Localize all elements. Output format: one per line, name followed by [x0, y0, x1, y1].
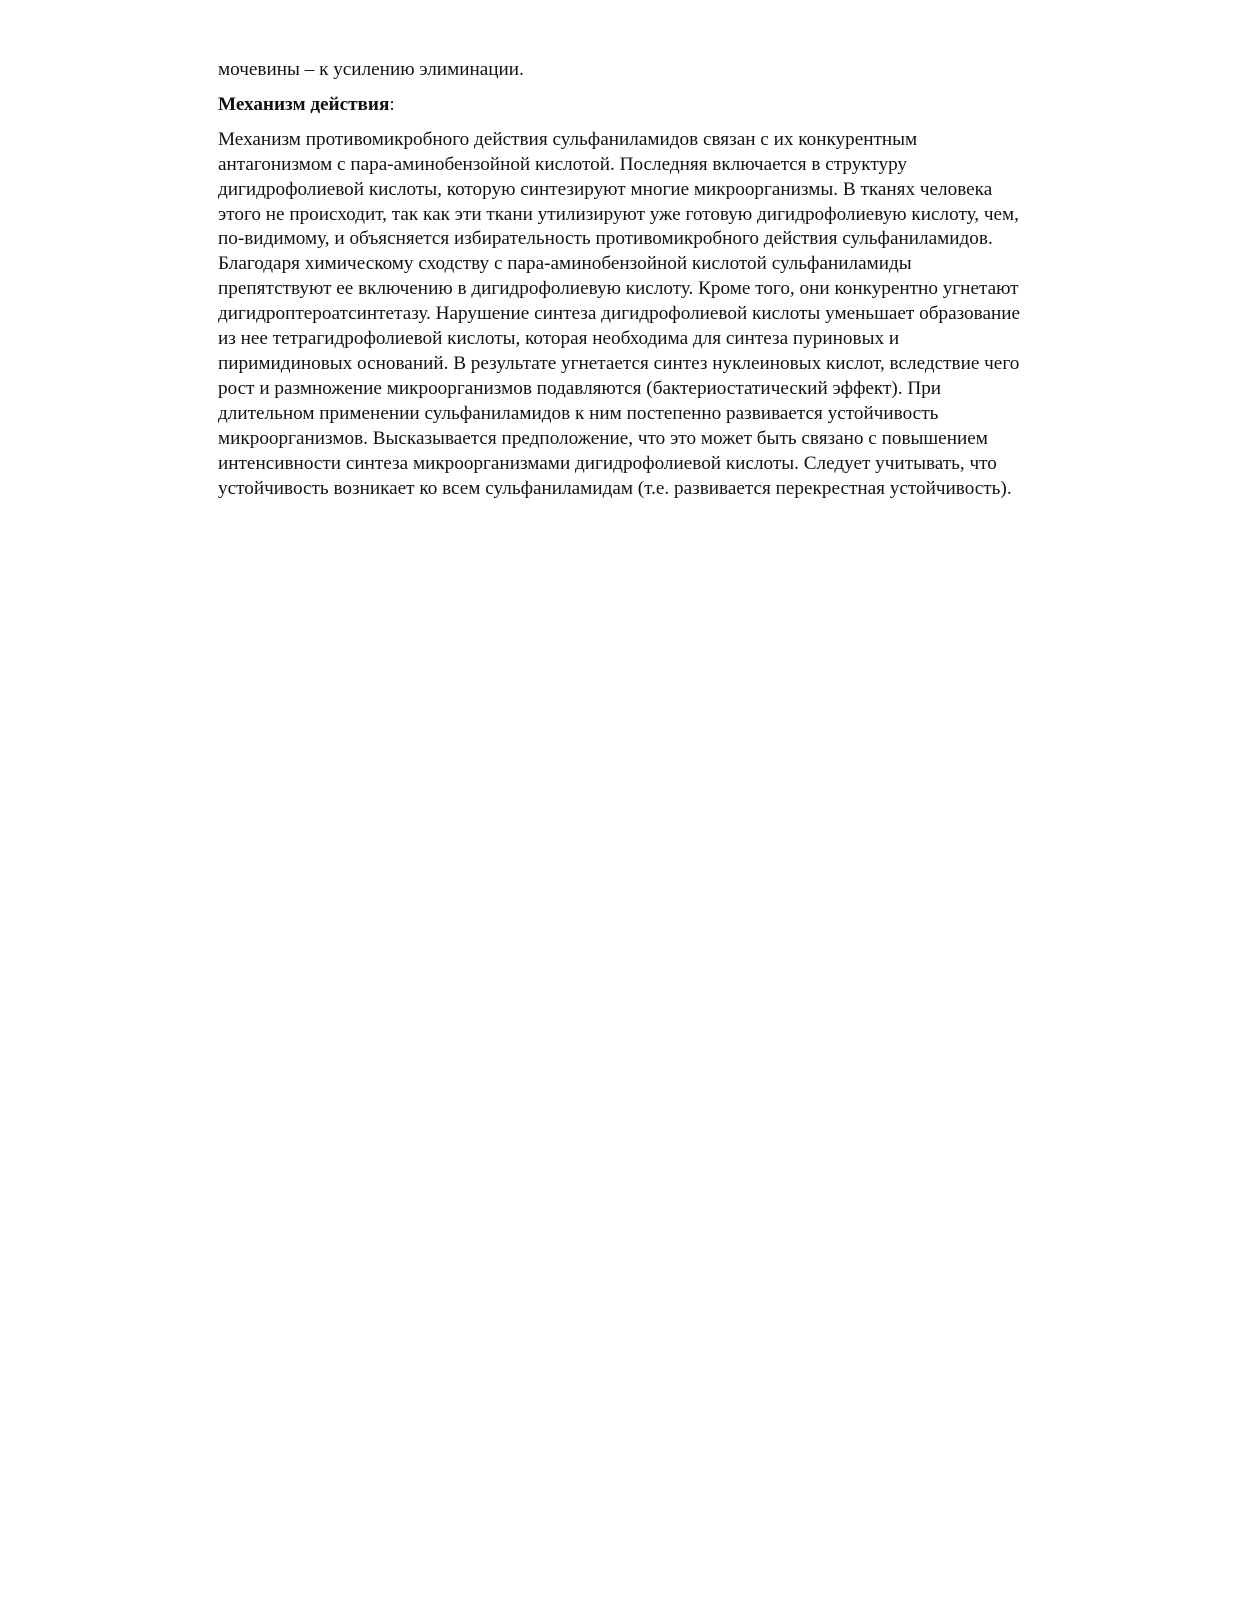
- paragraph-line: антагонизмом с пара-аминобензойной кислотой. Последняя включается в структуру: [218, 153, 908, 175]
- paragraph-line: по-видимому, и объясняется избирательность противомикробного действия сульфаниламидов.: [218, 228, 993, 250]
- section-heading-colon: :: [389, 93, 395, 115]
- paragraph-line: рост и размножение микроорганизмов подавляются (бактериостатический эффект). При: [218, 377, 942, 399]
- section-heading: [218, 93, 1108, 118]
- paragraph-line: пиримидиновых оснований. В результате угнетается синтез нуклеиновых кислот, вследствие чего: [218, 352, 1020, 374]
- mechanism-paragraph: [218, 128, 1108, 502]
- paragraph-line: длительном применении сульфаниламидов к ним постепенно развивается устойчивость: [218, 402, 939, 424]
- paragraph-line: интенсивности синтеза микроорганизмами дигидрофолиевой кислоты. Следует учитывать, что: [218, 452, 997, 474]
- section-heading-bold: Механизм действия: [218, 93, 390, 115]
- paragraph-line: Механизм противомикробного действия сульфаниламидов связан с их конкурентным: [218, 128, 918, 150]
- paragraph-line: из нее тетрагидрофолиевой кислоты, которая необходима для синтеза пуриновых и: [218, 328, 900, 350]
- document-page: [218, 58, 1108, 501]
- continuation-text: мочевины – к усилению элиминации.: [218, 59, 524, 80]
- paragraph-line: этого не происходит, так как эти ткани утилизируют уже готовую дигидрофолиевую кислоту, чем,: [218, 203, 1019, 225]
- paragraph-line: Благодаря химическому сходству с пара-аминобензойной кислотой сульфаниламиды: [218, 253, 912, 275]
- paragraph-line: микроорганизмов. Высказывается предположение, что это может быть связано с повышением: [218, 427, 988, 449]
- paragraph-line: устойчивость возникает ко всем сульфаниламидам (т.е. развивается перекрестная устойчивость).: [218, 477, 1012, 499]
- paragraph-line: дигидроптероатсинтетазу. Нарушение синтеза дигидрофолиевой кислоты уменьшает образование: [218, 303, 1021, 325]
- paragraph-line: дигидрофолиевой кислоты, которую синтезируют многие микроорганизмы. В тканях человека: [218, 178, 993, 200]
- paragraph-line: препятствуют ее включению в дигидрофолиевую кислоту. Кроме того, они конкурентно угнетают: [218, 278, 1019, 300]
